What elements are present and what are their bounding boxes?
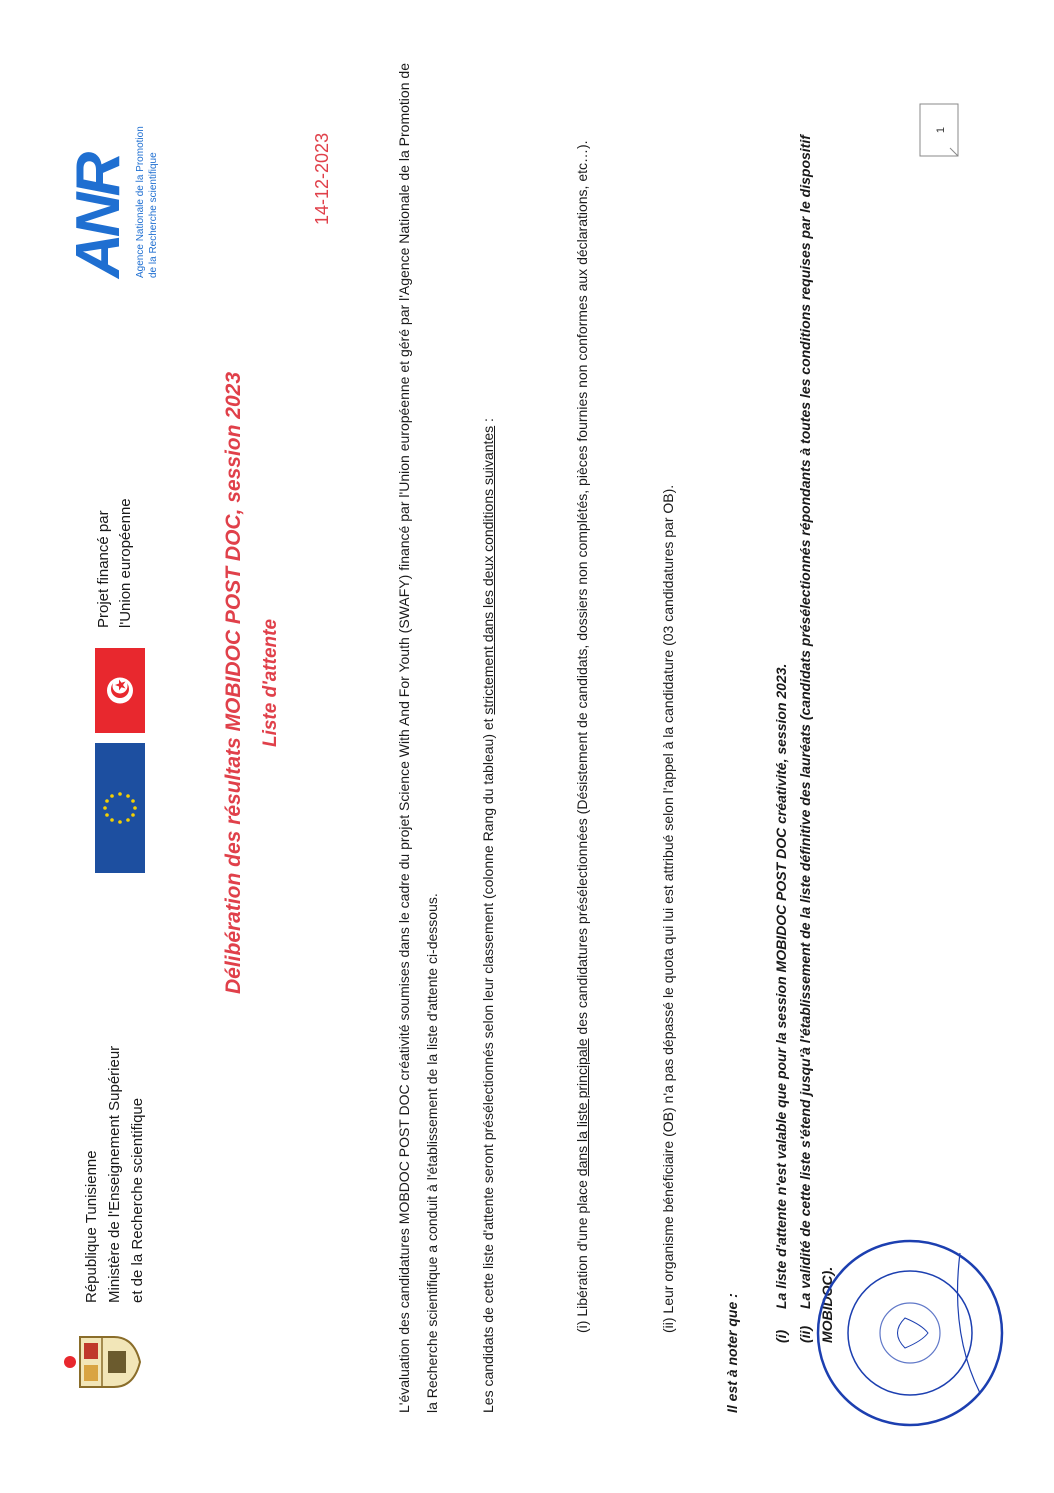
issuer-block bbox=[80, 1046, 149, 1303]
project-funding-label bbox=[93, 498, 137, 628]
condition-item-2: (ii) Leur organisme bénéficiaire (OB) n'a pas dépassé le quota qui lui est attribué selon l'appel à la candidature (03 candidatures par OB). bbox=[660, 484, 676, 1333]
page-number-box bbox=[918, 102, 960, 158]
note-item-1 bbox=[770, 664, 792, 1343]
conditions-text: Les candidats de cette liste d'attente seront présélectionnés selon leur classement (colonne Rang du tableau) et bbox=[480, 714, 496, 1413]
anr-logo-wordmark: ANR bbox=[64, 155, 133, 278]
note-item-2-number: (ii) bbox=[797, 1325, 813, 1343]
condition-item-1-rest: des candidatures présélectionnées (Désistement de candidats, dossiers non complétés, pièces fournies non conformes aux déclarations, etc…). bbox=[574, 140, 590, 1039]
conditions-paragraph bbox=[474, 63, 502, 1413]
anr-logo bbox=[64, 58, 168, 278]
page-number: 1 bbox=[935, 126, 947, 134]
condition-item-1-number: (i) bbox=[574, 1316, 590, 1333]
ministry-label-2: et de la Recherche scientifique bbox=[129, 1097, 146, 1303]
tunisia-flag-icon bbox=[95, 648, 145, 733]
project-line-2: l'Union européenne bbox=[117, 498, 134, 628]
note-item-2 bbox=[794, 63, 838, 1343]
document-date: 14-12-2023 bbox=[312, 132, 332, 225]
two-conditions-emphasis: dans les deux conditions suivantes bbox=[480, 425, 496, 643]
main-list-emphasis: dans la liste principale bbox=[574, 1038, 590, 1177]
eu-flag-icon bbox=[95, 743, 145, 873]
conditions-colon: : bbox=[480, 418, 496, 426]
page-subtitle: Liste d'attente bbox=[260, 618, 281, 748]
ministry-label: Ministère de l'Enseignement Supérieur bbox=[106, 1045, 123, 1303]
anr-name-line-1: Agence Nationale de la Promotion bbox=[135, 126, 146, 278]
tunisia-coat-of-arms-icon bbox=[62, 1331, 142, 1393]
condition-item-1-text: Libération d'une place bbox=[574, 1176, 590, 1317]
republic-label: République Tunisienne bbox=[83, 1150, 100, 1303]
intro-paragraph: L'évaluation des candidatures MOBDOC POST DOC créativité soumises dans le cadre du projet Science With And For Youth (SWAFY) financé par l'Union européenne et géré par l'Agence Nationale de la Promotion de la Recherche scientifique a conduit à l'établissement de la liste d'attente ci-dessous. bbox=[396, 63, 440, 1413]
note-item-2-text: La validité de cette liste s'étend jusqu'à l'établissement de la liste définitive des lauréats (candidats présélectionnés répondants à toutes les conditions requises par le dispositif MOBIDOC). bbox=[797, 135, 835, 1343]
strictly-emphasis: strictement bbox=[480, 646, 496, 715]
condition-item-1 bbox=[568, 83, 596, 1333]
project-line-1: Projet financé par bbox=[95, 510, 112, 628]
anr-name-line-2: de la Recherche scientifique bbox=[148, 152, 159, 278]
note-item-1-text: La liste d'attente n'est valable que pour la session MOBIDOC POST DOC créativité, session 2023. bbox=[773, 663, 789, 1309]
official-stamp bbox=[810, 1233, 1010, 1433]
note-heading: Il est à noter que : bbox=[724, 1293, 740, 1413]
emphasis-space bbox=[480, 642, 496, 646]
page-title: Délibération des résultats MOBIDOC POST DOC, session 2023 bbox=[222, 372, 245, 995]
note-item-1-number: (i) bbox=[773, 1329, 789, 1343]
